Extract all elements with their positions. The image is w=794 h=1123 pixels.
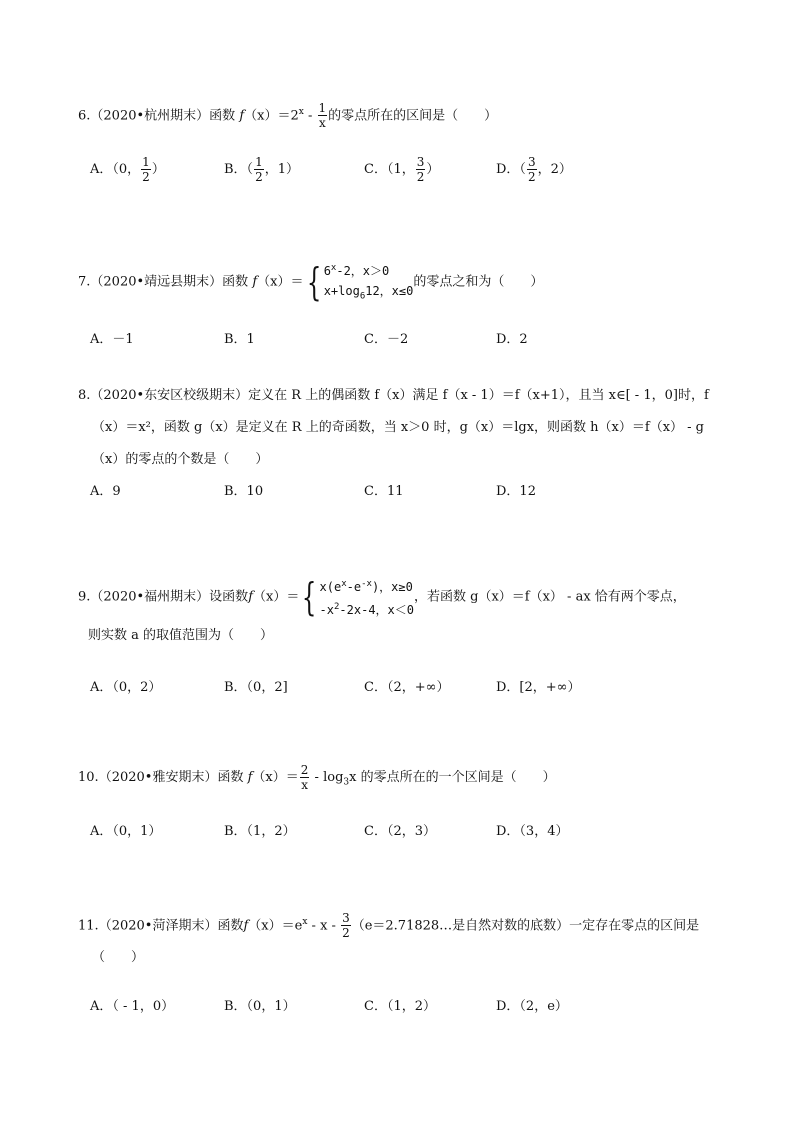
q6-option-a[interactable]: A．（0， $\frac{1}{2}$ ）	[90, 155, 165, 184]
q10-fraction: $\frac{2}{x}$	[300, 763, 309, 792]
q6-source: （2020•杭州期末）	[90, 108, 210, 124]
q6-option-c[interactable]: C．（1， $\frac{3}{2}$ ）	[364, 155, 440, 184]
q9-option-a[interactable]: A．（0，2）	[90, 680, 162, 695]
q6-option-d[interactable]: D．（ $\frac{3}{2}$ ，2）	[496, 155, 572, 184]
q7-piecewise: { 6$^x$-2，x＞0 $x+\log_612$，x≤0	[306, 260, 414, 305]
q8-option-c[interactable]: C．11	[364, 484, 404, 499]
q6-number: 6.	[78, 108, 91, 124]
question-11: 11.（2020•菏泽期末）函数$f(x)=e^x - x$ - $\frac{3}{2}$ （e＝2.71828…是自然对数的底数）一定存在零点的区间是 （ ）	[78, 911, 700, 966]
question-9: 9.（2020•福州期末）设函数f（x）＝ { $x(e^x-e^{-x})$，x≥0 $-x^2-2x-4$，x＜0 ，若函数 g（x）＝f（x） - ax 恰有两个零点， 则实数 a 的取值范围为（ ）	[78, 575, 686, 643]
q9-option-d[interactable]: D．[2，+∞）	[496, 680, 581, 695]
question-10: 10.（2020•雅安期末）函数 f（x）＝ $\frac{2}{x}$ - $\log_3x$ 的零点所在的一个区间是（ ）	[78, 763, 556, 792]
q11-fraction: $\frac{3}{2}$	[342, 911, 350, 941]
q9-piecewise: { $x(e^x-e^{-x})$，x≥0 $-x^2-2x-4$，x＜0	[302, 575, 414, 619]
q10-option-b[interactable]: B．（1，2）	[224, 824, 296, 839]
q11-option-b[interactable]: B．（0，1）	[224, 999, 296, 1014]
q7-option-a[interactable]: A．－1	[90, 332, 134, 347]
q11-option-c[interactable]: C．（1，2）	[364, 999, 436, 1014]
q8-option-d[interactable]: D．12	[496, 484, 536, 499]
q7-option-c[interactable]: C．－2	[364, 332, 409, 347]
q8-option-a[interactable]: A．9	[90, 484, 121, 499]
q10-option-d[interactable]: D．（3，4）	[496, 824, 569, 839]
q10-option-a[interactable]: A．（0，1）	[90, 824, 162, 839]
q6-option-b[interactable]: B．（ $\frac{1}{2}$ ，1）	[224, 155, 299, 184]
q11-option-d[interactable]: D．（2，e）	[496, 999, 568, 1014]
q9-option-b[interactable]: B．（0，2]	[224, 680, 288, 695]
question-7: 7.（2020•靖远县期末）函数 f（x）＝ { 6$^x$-2，x＞0 $x+\log_612$，x≤0 的零点之和为（ ）	[78, 258, 754, 306]
q7-option-b[interactable]: B．1	[224, 332, 255, 347]
q10-option-c[interactable]: C．（2，3）	[364, 824, 436, 839]
q8-option-b[interactable]: B．10	[224, 484, 264, 499]
q9-option-c[interactable]: C．（2，+∞）	[364, 680, 450, 695]
q7-option-d[interactable]: D．2	[496, 332, 528, 347]
question-8: 8.（2020•东安区校级期末）定义在 R 上的偶函数 f（x）满足 f（x - 1）＝f（x+1），且当 x∈[ - 1，0]时，f （x）＝x²，函数 g（x）是定义在 R 上的奇函数，当 x＞0 时，g（x）＝lgx，则函数 h（x）＝f（x） - g （x）的零点的个数是（ ）	[78, 388, 709, 467]
q11-option-a[interactable]: A．（ - 1，0）	[90, 999, 175, 1014]
question-6: 6.（2020•杭州期末）函数 $f(x)=2^x$ - $\frac{1}{x}$ 的零点所在的区间是（ ）	[78, 101, 498, 131]
q6-fraction: $\frac{1}{x}$	[318, 101, 327, 131]
